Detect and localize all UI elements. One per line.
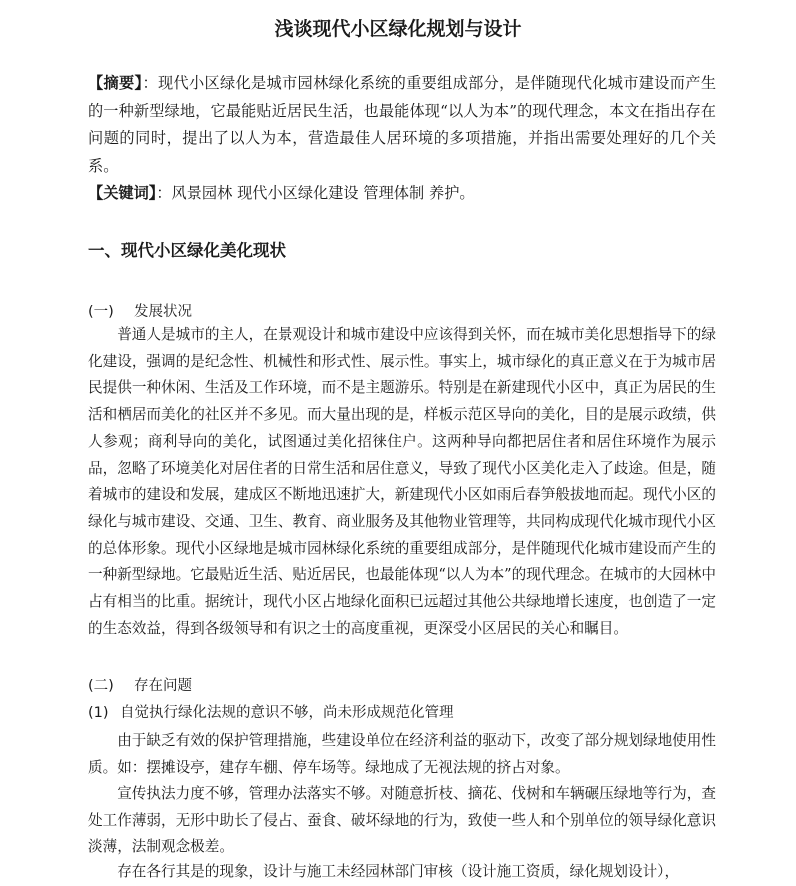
abstract-label: 【摘要】 (88, 74, 143, 92)
document-title: 浅谈现代小区绿化规划与设计 (274, 18, 522, 40)
subsection-number: (一) (88, 304, 114, 320)
problem-item-title: 自觉执行绿化法规的意识不够，尚未形成规范化管理 (120, 705, 454, 721)
keywords-paragraph (88, 180, 716, 208)
problem-item-number: (1) (88, 705, 109, 721)
section-heading: 一、现代小区绿化美化现状 (88, 241, 286, 260)
keywords-text: ：风景园林 现代小区绿化建设 管理体制 养护。 (156, 184, 475, 203)
problem-paragraph-2: 宣传执法力度不够，管理办法落实不够。对随意折枝、摘花、伐树和车辆碾压绿地等行为，查处工作薄弱，无形中助长了侵占、蚕食、破坏绿地的行为，致使一些人和个别单位的领导绿化意识淡薄，法制观念极差。 (88, 785, 716, 856)
subsection-title: 存在问题 (134, 678, 192, 694)
keywords-label: 【关键词】 (88, 184, 157, 203)
subsection-heading-problems (88, 674, 192, 698)
abstract-paragraph (88, 70, 716, 180)
development-paragraph: 普通人是城市的主人，在景观设计和城市建设中应该得到关怀，而在城市美化思想指导下的绿化建设，强调的是纪念性、机械性和形式性、展示性。事实上，城市绿化的真正意义在于为城市居民提供一种休闲、生活及工作环境，而不是主题游乐。特别是在新建现代小区中，真正为居民的生活和栖居而美化的社区并不多见。而大量出现的是，样板示范区导向的美化，目的是展示政绩，供人参观；商利导向的美化，试图通过美化招徕住户。这两种导向都把居住者和居住环境作为展示品，忽略了环境美化对居住者的日常生活和居住意义，导致了现代小区美化走入了歧途。但是，随着城市的建设和发展，建成区不断地迅速扩大，新建现代小区如雨后春笋般拔地而起。现代小区的绿化与城市建设、交通、卫生、教育、商业服务及其他物业管理等，共同构成现代化城市现代小区的总体形象。现代小区绿地是城市园林绿化系统的重要组成部分，是伴随现代化城市建设而产生的一种新型绿地。它最贴近生活、贴近居民，也最能体现“以人为本”的现代理念。在城市的大园林中占有相当的比重。据统计，现代小区占地绿化面积已远超过其他公共绿地增长速度，也创造了一定的生态效益，得到各级领导和有识之士的高度重视，更深受小区居民的关心和瞩目。 (88, 326, 716, 637)
abstract-block (88, 70, 716, 208)
problem-paragraph-3: 存在各行其是的现象，设计与施工未经园林部门审核（设计施工资质，绿化规划设计）， (117, 863, 680, 880)
subsection-number: (二) (88, 678, 114, 694)
problem-item-heading (88, 701, 454, 725)
problem-paragraph-1: 由于缺乏有效的保护管理措施，些建设单位在经济利益的驱动下，改变了部分规划绿地使用性质。如：摆摊设亭，建存车棚、停车场等。绿地成了无视法规的挤占对象。 (88, 732, 716, 776)
abstract-text: ：现代小区绿化是城市园林绿化系统的重要组成部分，是伴随现代化城市建设而产生的一种新型绿地，它最能贴近居民生活，也最能体现“以人为本”的现代理念，本文在指出存在问题的同时，提出了以人为本，营造最佳人居环境的多项措施，并指出需要处理好的几个关系。 (88, 74, 717, 175)
subsection-title: 发展状况 (134, 304, 192, 320)
subsection-heading-development (88, 300, 192, 324)
